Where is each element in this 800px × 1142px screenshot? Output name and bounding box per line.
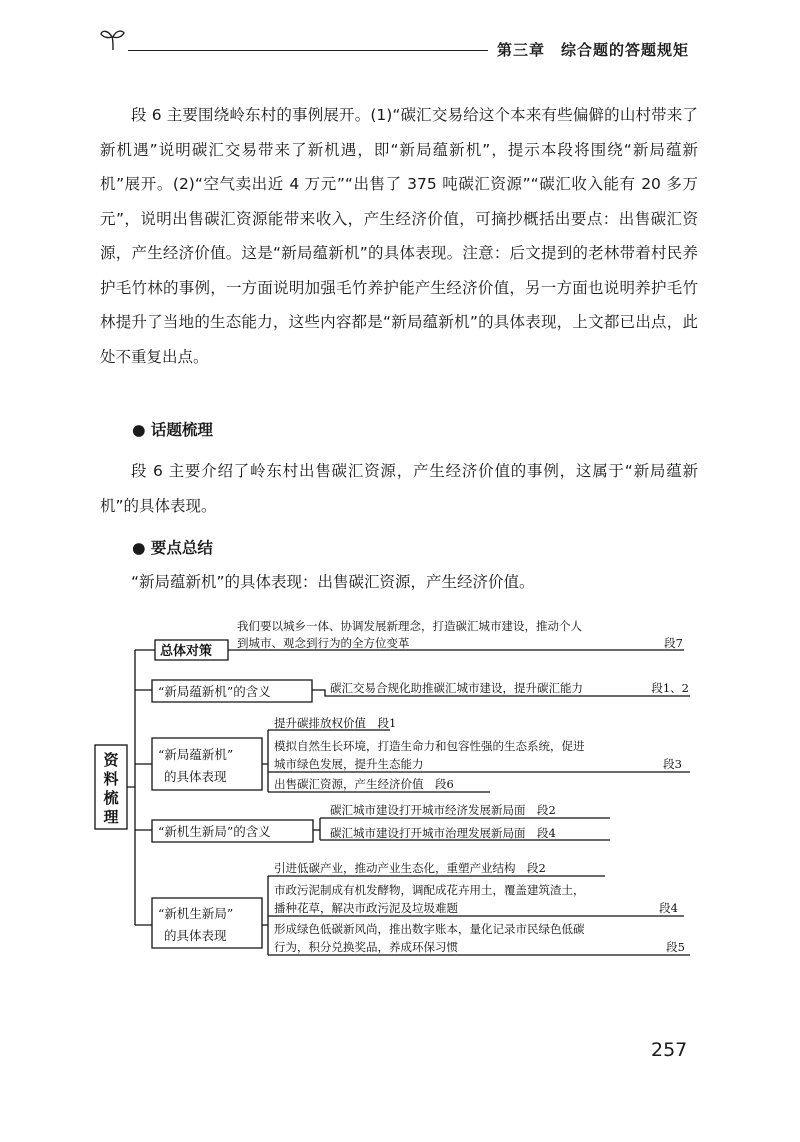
branch-3-item-2-ref: 段3 [663,757,682,771]
branch-3-item-2-line-1: 模拟自然生长环境，打造生命力和包容性强的生态系统，促进 [274,739,585,753]
section-title-summary: ● 要点总结 [132,539,213,557]
branch-5-item-3-line-2: 行为，积分兑换奖品，养成环保习惯 [274,940,458,954]
section-title-topic: ● 话题梳理 [132,421,213,439]
branch-3-label-2: 的具体表现 [164,769,227,784]
branch-2-text: 碳汇交易合规化助推碳汇城市建设，提升碳汇能力 [330,681,583,695]
page-number: 257 [651,1039,688,1061]
branch-3-bracket [262,730,268,792]
branch-4-item-2: 碳汇城市建设打开城市治理发展新局面 段4 [330,826,556,840]
branch-2-label: “新局蕴新机”的含义 [158,684,271,699]
root-char-3: 梳 [103,789,119,807]
branch-3-item-3: 出售碳汇资源，产生经济价值 段6 [274,777,454,791]
branch-5-item-3-ref: 段5 [666,940,685,954]
branch-4-item-1: 碳汇城市建设打开城市经济发展新局面 段2 [330,803,556,817]
branch-3-item-2-line-2: 城市绿色发展，提升生态能力 [274,757,424,771]
root-char-2: 料 [103,770,119,788]
branch-5-label-2: 的具体表现 [164,928,227,943]
branch-1-label: 总体对策 [160,644,213,659]
branch-1-line-2: 到城市、观念到行为的全方位变革 [237,636,410,650]
branch-3-item-1: 提升碳排放权价值 段1 [274,716,397,730]
mindmap-trunk [127,650,135,925]
branch-5-item-2-line-2: 播种花草，解决市政污泥及垃圾难题 [274,901,458,915]
branch-1-line-1: 我们要以城乡一体、协调发展新理念，打造碳汇城市建设，推动个人 [237,619,582,633]
branch-5-item-1: 引进低碳产业，推动产业生态化，重塑产业结构 段2 [274,861,546,875]
branch-4-label: “新机生新局”的含义 [158,824,271,839]
paragraph-2: 段 6 主要介绍了岭东村出售碳汇资源，产生经济价值的事例，这属于“新局蕴新机”的具体表现。 [100,462,698,515]
branch-5-label-1: “新机生新局” [158,906,234,921]
chapter-title: 第三章 综合题的答题规矩 [497,41,690,59]
root-char-4: 理 [103,808,119,826]
paragraph-3: “新局蕴新机”的具体表现：出售碳汇资源，产生经济价值。 [131,573,535,591]
branch-5-item-2-ref: 段4 [659,901,678,915]
paragraph-1: 段 6 主要围绕岭东村的事例展开。(1)“碳汇交易给这个本来有些偏僻的山村带来了新机遇”说明碳汇交易带来了新机遇，即“新局蕴新机”，提示本段将围绕“新局蕴新机”展开。(2)“空气卖出近 4 万元”“出售了 375 吨碳汇资源”“碳汇收入能有 20 多万元”，说明出售碳汇资源能带来收入，产生经济价值，可摘抄概括出要点：出售碳汇资源，产生经济价值。这是“新局蕴新机”的具体表现。注意：后文提到的老林带着村民养护毛竹林的事例，一方面说明加强毛竹养护能产生经济价值，另一方面也说明养护毛竹林提升了当地的生态能力，这些内容都是“新局蕴新机”的具体表现，上文都已出点，此处不重复出点。 [100,106,698,366]
branch-1-ref: 段7 [664,636,683,650]
branch-5-bracket [262,876,268,955]
root-char-1: 资 [103,751,119,769]
branch-5-item-2-line-1: 市政污泥制成有机发酵物，调配成花卉用土，覆盖建筑渣土， [274,883,585,897]
branch-3-label-1: “新局蕴新机” [158,747,234,762]
branch-5-item-3-line-1: 形成绿色低碳新风尚，推出数字账本，量化记录市民绿色低碳 [274,922,585,936]
branch-2-ref: 段1、2 [651,681,689,695]
